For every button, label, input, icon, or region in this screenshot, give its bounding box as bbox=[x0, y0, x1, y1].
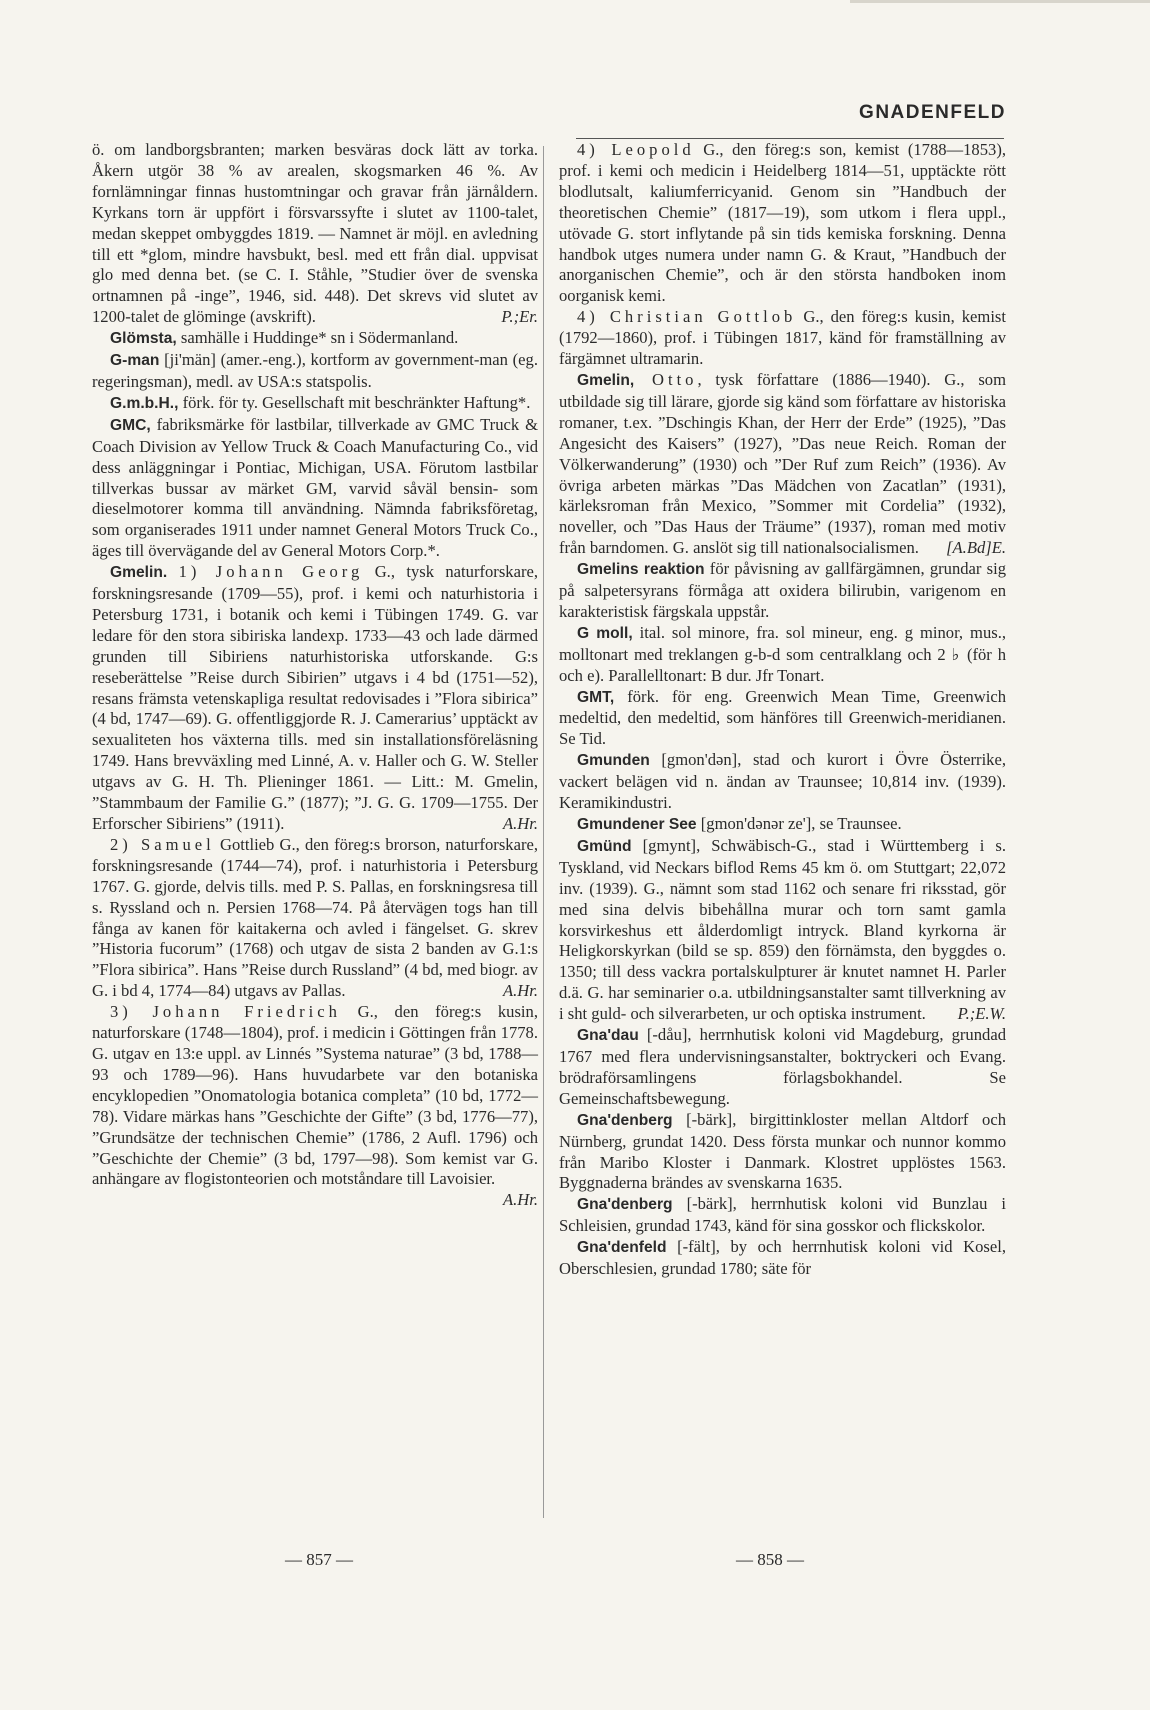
person-name: Otto bbox=[634, 369, 698, 389]
signature: [A.Bd]E. bbox=[946, 538, 1006, 558]
headword: GMT, bbox=[577, 688, 615, 706]
entry-gmelins-reaktion: Gmelins reaktion för påvisning av gallfärgämnen, grundar sig på salpetersyrans förmåga att oxidera bilirubin, varigenom en karakteristisk färgskala uppstår. bbox=[559, 559, 1007, 621]
headword: G.m.b.H., bbox=[110, 394, 179, 412]
entry-gmelin-4: 4) Leopold G., den föreg:s son, kemist (1788—1853), prof. i kemi och medicin i Heidelberg 1814—51, upptäckte rött blodlutsalt, kaliumferricyanid. Genom sin ”Handbuch der theoretischen Chemie” (1817—19), som utkom i flera uppl., utövade G. stort inflytande på sin tids kemiska forskning. Denna handbok utges numera under namn G. & Kraut, ”Handbuch der anorganischen Chemie”, och är den största handboken inom oorganisk kemi. bbox=[559, 140, 1006, 306]
headword: G moll, bbox=[577, 624, 633, 642]
headword: Gna'dau bbox=[577, 1027, 639, 1045]
entry-gnadenberg-2: Gna'denberg [-bärk], herrnhutisk koloni vid Bunzlau i Schleisien, grundad 1743, känd för sina gosskor och flickskolor. bbox=[559, 1194, 1006, 1236]
entry-gmt: GMT, förk. för eng. Greenwich Mean Time, Greenwich medeltid, den medeltid, som hänföres till Greenwich-meridianen. Se Tid. bbox=[559, 686, 1006, 749]
entry-gnadau: Gna'dau [-dåu], herrnhutisk koloni vid Magdeburg, grundad 1767 med flera undervisningsanstalter, boktryckeri och Evang. brödraförsamlingens förlagsbokhandel. Se Gemeinschaftsbewegung. bbox=[559, 1025, 1006, 1108]
signature: A.Hr. bbox=[502, 981, 538, 1001]
signature: P.;Er. bbox=[501, 307, 538, 327]
entry-gmbh: G.m.b.H., förk. för ty. Gesellschaft mit beschränkter Haftung*. bbox=[110, 392, 531, 412]
column-divider bbox=[543, 146, 544, 1518]
person-name: 3) Johann Friedrich bbox=[110, 1002, 341, 1022]
headword: G-man bbox=[110, 352, 160, 370]
page-number-right: — 858 — bbox=[736, 1550, 804, 1569]
entry-gmelin-otto: Gmelin, Otto, tysk författare (1886—1940). G., som utbildade sig till lärare, gjorde sig känd som författare av historiska romaner, t.ex. ”Dschingis Khan, der Herr der Erde” (1925), ”Das Angesicht des Kaisers” (1927), ”Das neue Reich. Roman der Völkerwanderung” (1930) och ”Der Ruf zum Reich” (1936). Av övriga arbeten märkas ”Das Mädchen von Zacatlan” (1931), kärleksroman från Mexico, ”Sommer mit Cordelia” (1932), noveller, och ”Das Haus der Träume” (1937), roman med motiv från barndomen. G. anslöt sig till nationalsocialismen. [A.Bd]E. bbox=[559, 369, 1006, 558]
entry-gmelin-1: Gmelin. 1) Johann Georg G., tysk naturforskare, forskningsresande (1709—55), prof. i kemi och naturhistoria i Petersburg 1731, i botanik och kemi i Tübingen 1749. G. var ledare för den stora sibiriska landexp. 1733—43 och lade därmed grunden till Sibiriens naturhistoriska utforskande. G:s reseberättelse ”Reise durch Sibirien” utgavs i 4 bd (1751—52), resans främsta vetenskapliga resultat redovisades i ”Flora sibirica” (4 bd, 1747—69). G. offentliggjorde R. J. Camerarius’ upptäckt av sexualiteten hos växterna tills. med sin installationsföreläsning 1749. Hans brevväxling med Linné, A. v. Haller och G. W. Steller utgavs av G. H. Th. Plieninger 1861. — Litt.: M. Gmelin, ”Stammbaum der Familie G.” (1877); ”J. G. G. 1709—1755. Der Erforscher Sibiriens” (1911). A.Hr. bbox=[92, 562, 538, 833]
headword: Gna'denfeld bbox=[577, 1239, 667, 1257]
entry-gmunden: Gmunden [gmon'dən], stad och kurort i Övre Österrike, vackert belägen vid n. ändan av Traunsee; 10,814 inv. (1939). Keramikindustri. bbox=[559, 750, 1006, 813]
entry-gnadenfeld: Gna'denfeld [-fält], by och herrnhutisk koloni vid Kosel, Oberschlesien, grundad 1780; säte för bbox=[559, 1237, 1006, 1279]
headword: Gmelin, bbox=[577, 371, 635, 389]
entry-g-man: G-man [ji'män] (amer.-eng.), kortform av government-man (eg. regeringsman), medl. av USA:s statspolis. bbox=[92, 350, 538, 391]
headword: Gmelins reaktion bbox=[577, 561, 705, 579]
person-name: 1) Johann Georg bbox=[178, 562, 364, 582]
person-name: 4) Leopold bbox=[577, 140, 695, 159]
left-column bbox=[92, 140, 538, 1211]
entry-gmelin-christian: 4) Christian Gottlob G., den föreg:s kusin, kemist (1792—1860), prof. i Tübingen 1817, känd för framställning av färgämnet ultramarin. bbox=[559, 307, 1006, 369]
headword: Gmelin. bbox=[110, 564, 168, 582]
entry-gmelin-3: 3) Johann Friedrich G., den föreg:s kusin, naturforskare (1748—1804), prof. i medicin i Göttingen från 1778. G. utgav en 13:e uppl. av Linnés ”Systema naturae” (3 bd, 1788—93 och 1789—96). Hans huvudarbete var den botaniska encyklopedien ”Onomatologia botanica completa” (10 bd, 1772—78). Vidare märkas hans ”Geschichte der Gifte” (3 bd, 1776—77), ”Grundsätze der technischen Chemie” (1786, 2 Aufl. 1796) och ”Geschichte der Chemie” (3 bd, 1797—98). Som kemist var G. anhängare av flogistonteorien och motståndare till Lavoisier. A.Hr. bbox=[92, 1002, 538, 1210]
person-name: 2) Samuel bbox=[110, 834, 215, 854]
signature: A.Hr. bbox=[502, 1190, 538, 1210]
entry-g-moll: G moll, ital. sol minore, fra. sol mineur, eng. g minor, mus., molltonart med treklangen g-b-d som centralklang och 2 ♭ (för h och e). Parallelltonart: B dur. Jfr Tonart. bbox=[559, 622, 1006, 685]
headword: GMC, bbox=[110, 416, 151, 434]
scan-edge bbox=[850, 0, 1150, 3]
headword: Gmunden bbox=[577, 752, 650, 770]
entry-continuation: ö. om landborgsbranten; marken besväras dock lätt av torka. Åkern utgör 38 % av arealen, skogsmarken 46 %. Av fornlämningar finnas hustomtningar och gravar från järnåldern. Kyrkans torn är uppfört i försvarssyfte i slutet av 1100-talet, medan skeppet ombyggdes 1819. — Namnet är möjl. en avledning till ett *glom, mindre havsbukt, besl. med ett från dial. uppvisat glo med denna bet. (se C. I. Ståhle, ”Studier över de svenska ortnamnen på -inge”, 1946, sid. 448). Det skrevs vid slutet av 1200-talet de glöminge (avskrift). P.;Er. bbox=[92, 140, 538, 327]
entry-glomsta: Glömsta, samhälle i Huddinge* sn i Södermanland. bbox=[110, 328, 459, 348]
signature: A.Hr. bbox=[502, 814, 538, 833]
entry-gmund: Gmünd [gmynt], Schwäbisch-G., stad i Württemberg i s. Tyskland, vid Neckars biflod Rems 45 km ö. om Stuttgart; 22,072 inv. (1939). G., nämnt som stad 1162 och senare fri riksstad, gör med sina delvis bibehållna murar och torn samt gamla korsvirkeshus ett ålderdomligt intryck. Bland kyrkorna är Heligkorskyrkan (bild se sp. 859) den förnämsta, den byggdes o. 1350; till dess vackra portalskulpturer är knutet namnet H. Parler d.ä. G. har seminarier o.a. utbildningsanstalter samt tillverkning av i sht guld- och silverarbeten, ur och optiska instrument. P.;E.W. bbox=[559, 835, 1006, 1024]
headword: Gmünd bbox=[577, 837, 632, 855]
headword: Gna'denberg bbox=[577, 1196, 673, 1214]
entry-gnadenberg-1: Gna'denberg [-bärk], birgittinkloster mellan Altdorf och Nürnberg, grundat 1420. Dess första munkar och nunnor kommo från Maribo Kloster i Danmark. Klostret upplöstes 1563. Byggnaderna brändes av svenskarna 1635. bbox=[559, 1109, 1006, 1193]
header-rule bbox=[576, 138, 1004, 139]
signature: P.;E.W. bbox=[957, 1004, 1006, 1024]
headword: Gmundener See bbox=[577, 816, 697, 833]
entry-gmundener-see: Gmundener See [gmon'dənər ze'], se Traunsee. bbox=[577, 814, 902, 833]
headword: Glömsta, bbox=[110, 330, 177, 348]
running-head: GNADENFELD bbox=[859, 102, 1006, 123]
page-number-left: — 857 — bbox=[285, 1550, 353, 1569]
right-column bbox=[559, 140, 1006, 1280]
entry-gmc: GMC, fabriksmärke för lastbilar, tillverkade av GMC Truck & Coach Division av Yellow Truck & Coach Manufacturing Co., vid dess anläggningar i Pontiac, Michigan, USA. Förutom lastbilar tillverkas bussar av märket GM, varvid såväl bensin- som dieselmotorer komma till användning. Nämnda fabriksföretag, som organiserades 1911 under namnet General Motors Truck Co., äges till övervägande del av General Motors Corp.*. bbox=[92, 414, 538, 561]
headword: Gna'denberg bbox=[577, 1111, 673, 1129]
entry-gmelin-2: 2) Samuel Gottlieb G., den föreg:s brorson, naturforskare, forskningsresande (1744—74), prof. i naturhistoria i Petersburg 1767. G. gjorde, delvis tills. med P. S. Pallas, en forskningsresa till s. Ryssland och n. Persien 1768—74. På återvägen togs han till fånga av kanen för kaitakerna och avled i fängelset. G. skrev ”Historia fucorum” (1768) och utgav de sista 2 banden av G.1:s ”Flora sibirica”. Hans ”Reise durch Russland” (4 bd, med biogr. av G. i bd 4, 1774—84) utgavs av Pallas. A.Hr. bbox=[92, 834, 538, 1001]
person-name: 4) Christian Gottlob bbox=[577, 307, 797, 327]
